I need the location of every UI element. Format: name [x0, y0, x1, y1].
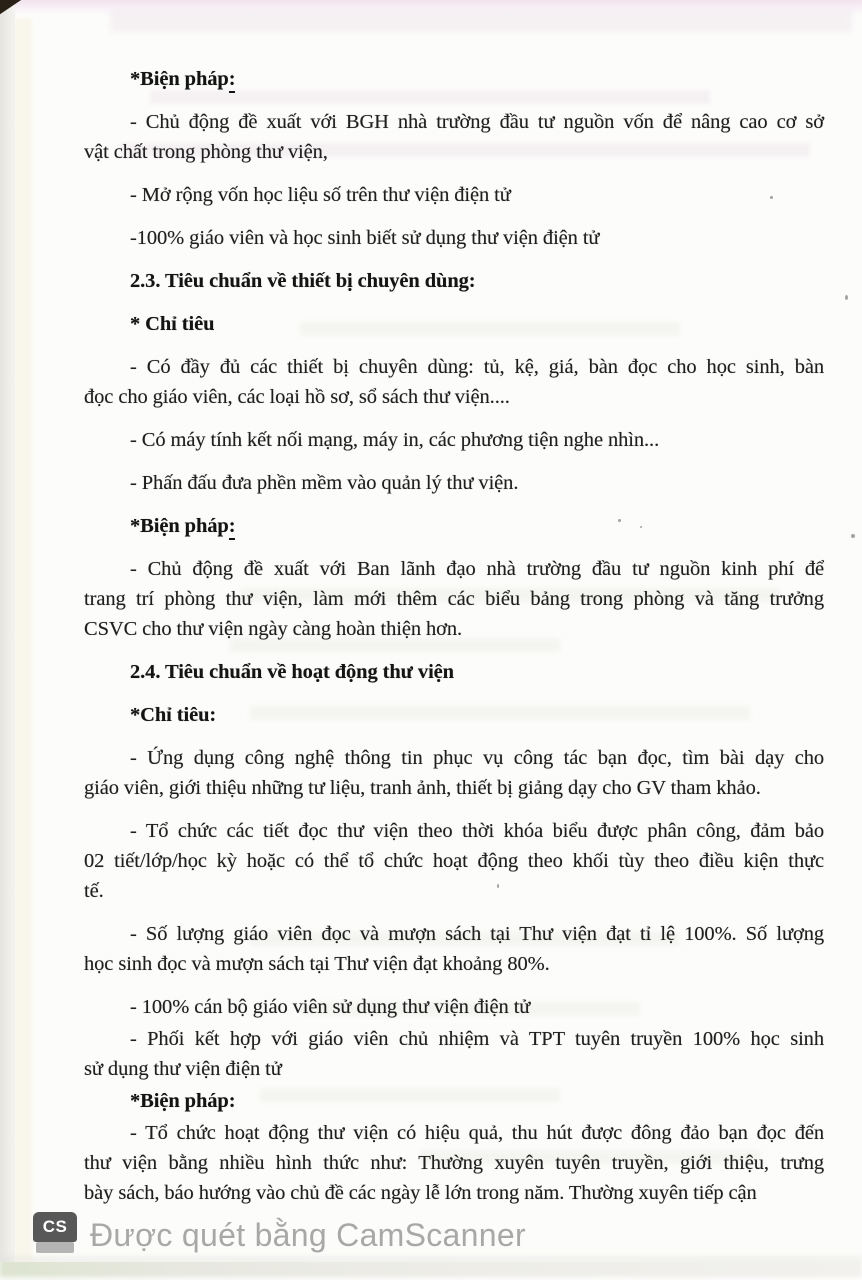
text-line: *Biện pháp: — [130, 1090, 236, 1112]
body-paragraph — [84, 468, 824, 498]
text-line: vật chất trong phòng thư viện, — [84, 141, 328, 163]
section-heading — [84, 64, 824, 94]
section-heading — [84, 700, 824, 730]
text-line: giáo viên, giới thiệu những tư liệu, tranh ảnh, thiết bị giảng dạy cho GV tham khảo. — [84, 777, 761, 799]
text-line: sử dụng thư viện điện tử — [84, 1058, 282, 1080]
section-heading — [84, 309, 824, 339]
camscanner-logo-icon — [33, 1212, 77, 1242]
text-line: -100% giáo viên và học sinh biết sử dụng thư viện điện tử — [130, 227, 600, 249]
text-line: - Ứng dụng công nghệ thông tin phục vụ công tác bạn đọc, tìm bài dạy cho — [130, 747, 824, 769]
body-paragraph — [84, 107, 824, 167]
body-paragraph — [84, 223, 824, 253]
section-heading — [84, 266, 824, 296]
text-line: - Chủ động đề xuất với BGH nhà trường đầu tư nguồn vốn để nâng cao cơ sở — [130, 111, 824, 133]
body-paragraph — [84, 180, 824, 210]
text-line: trang trí phòng thư viện, làm mới thêm các biểu bảng trong phòng và tăng trưởng — [84, 588, 824, 610]
body-paragraph — [84, 554, 824, 644]
text-line: - Có máy tính kết nối mạng, máy in, các phương tiện nghe nhìn... — [130, 429, 660, 451]
body-paragraph — [84, 425, 824, 455]
heading-text: *Biện pháp — [130, 68, 229, 90]
camscanner-watermark-label: Được quét bằng CamScanner — [90, 1217, 526, 1253]
text-line: * Chỉ tiêu — [130, 313, 215, 335]
body-paragraph — [84, 352, 824, 412]
text-line: tế. — [84, 880, 104, 902]
scan-speck — [851, 534, 855, 538]
body-paragraph — [84, 1118, 824, 1208]
text-line: CSVC cho thư viện ngày càng hoàn thiện hơn. — [84, 618, 463, 640]
text-line: học sinh đọc và mượn sách tại Thư viện đạt khoảng 80%. — [84, 953, 550, 975]
section-heading — [84, 1086, 824, 1116]
text-line: bày sách, báo hướng vào chủ đề các ngày lễ lớn trong năm. Thường xuyên tiếp cận — [84, 1182, 757, 1204]
body-paragraph — [84, 1024, 824, 1084]
underlined-colon: : — [229, 68, 236, 93]
text-line: 2.3. Tiêu chuẩn về thiết bị chuyên dùng: — [130, 270, 476, 292]
camscanner-logo-paper — [36, 1242, 74, 1253]
text-line: - Phấn đấu đưa phền mềm vào quản lý thư viện. — [130, 472, 519, 494]
scan-speck — [845, 295, 848, 300]
scan-top-smudge — [110, 10, 852, 32]
text-line: *Chỉ tiêu: — [130, 704, 217, 726]
text-line: thư viện bằng nhiều hình thức như: Thường xuyên tuyên truyền, giới thiệu, trưng — [84, 1152, 824, 1174]
text-line: - Tổ chức hoạt động thư viện có hiệu quả, thu hút được đông đảo bạn đọc đến — [130, 1122, 824, 1144]
underlined-colon: : — [229, 515, 236, 540]
text-line: - 100% cán bộ giáo viên sử dụng thư viện điện tử — [130, 996, 531, 1018]
text-line: - Chủ động đề xuất với Ban lãnh đạo nhà trường đầu tư nguồn kinh phí để — [130, 558, 824, 580]
text-line: đọc cho giáo viên, các loại hồ sơ, sổ sách thư viện.... — [84, 386, 510, 408]
text-line — [84, 64, 824, 94]
camscanner-logo-text: CS — [42, 1217, 68, 1236]
document-text — [84, 64, 824, 1221]
text-line: - Có đầy đủ các thiết bị chuyên dùng: tủ, kệ, giá, bàn đọc cho học sinh, bàn — [130, 356, 824, 378]
text-line: 2.4. Tiêu chuẩn về hoạt động thư viện — [130, 661, 454, 683]
section-heading — [84, 511, 824, 541]
scan-left-edge — [0, 0, 15, 1264]
text-line: - Số lượng giáo viên đọc và mượn sách tại Thư viện đạt tỉ lệ 100%. Số lượng — [130, 923, 824, 945]
text-line — [84, 511, 824, 541]
text-line: 02 tiết/lớp/học kỳ hoặc có thể tổ chức hoạt động theo khối tùy theo điều kiện thực — [84, 850, 824, 872]
section-heading — [84, 657, 824, 687]
body-paragraph — [84, 743, 824, 803]
scan-left-cream-band — [15, 18, 32, 1262]
heading-text: *Biện pháp — [130, 515, 229, 537]
text-line: - Tổ chức các tiết đọc thư viện theo thời khóa biểu được phân công, đảm bảo — [130, 820, 824, 842]
body-paragraph — [84, 992, 824, 1022]
text-line: - Mở rộng vốn học liệu số trên thư viện điện tử — [130, 184, 511, 206]
body-paragraph — [84, 919, 824, 979]
scan-bottom-edge-band — [0, 1262, 862, 1280]
body-paragraph — [84, 816, 824, 906]
text-line: - Phối kết hợp với giáo viên chủ nhiệm và TPT tuyên truyền 100% học sinh — [130, 1028, 824, 1050]
